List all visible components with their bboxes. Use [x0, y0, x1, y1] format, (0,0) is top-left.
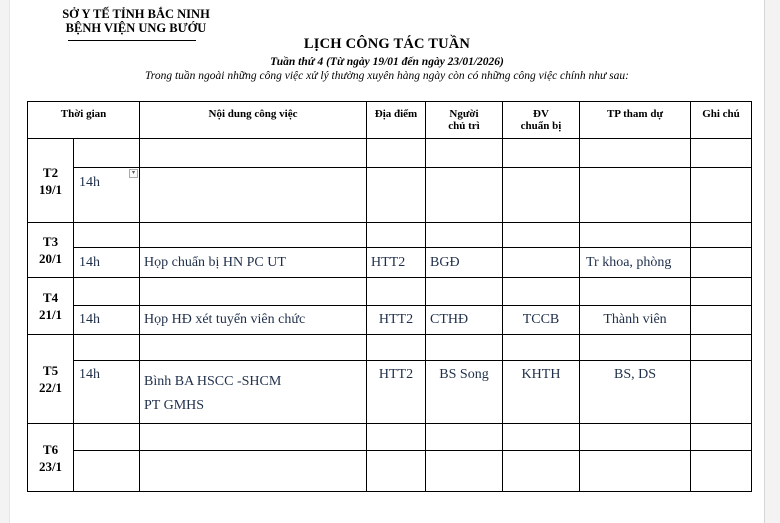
time-cell[interactable]: 14h ▾ — [74, 168, 140, 223]
table-row — [28, 139, 752, 168]
table-row — [28, 168, 752, 223]
org-hospital: BỆNH VIỆN UNG BƯỚU — [65, 21, 207, 35]
header-host: Người chủ trì — [426, 102, 503, 139]
table-row — [28, 335, 752, 361]
dropdown-arrow-icon[interactable]: ▾ — [129, 169, 138, 178]
table-row — [28, 424, 752, 451]
intro-note: Trong tuần ngoài những công việc xử lý thường xuyên hàng ngày còn có những công việc chính như sau: — [145, 70, 629, 82]
day-cell-t3: T3 20/1 — [28, 223, 74, 278]
day-cell-t2: T2 19/1 — [28, 139, 74, 223]
header-place: Địa điểm — [367, 102, 426, 139]
header-note: Ghi chú — [691, 102, 752, 139]
table-header-row — [28, 102, 752, 139]
table-row — [28, 451, 752, 492]
day-cell-t6: T6 23/1 — [28, 424, 74, 492]
table-row — [28, 278, 752, 306]
header-prep: ĐV chuẩn bị — [503, 102, 580, 139]
header-content: Nội dung công việc — [140, 102, 367, 139]
schedule-table — [27, 101, 752, 492]
table-row: 14h Họp chuẩn bị HN PC UT HTT2 BGĐ Tr khoa, phòng — [28, 248, 752, 278]
table-row: 14h Bình BA HSCC -SHCM PT GMHS HTT2 BS Song KHTH BS, DS — [28, 361, 752, 424]
header-attend: TP tham dự — [580, 102, 691, 139]
page-title: LỊCH CÔNG TÁC TUẦN — [303, 36, 471, 52]
document-page — [9, 0, 765, 523]
header-time: Thời gian — [28, 102, 140, 139]
day-cell-t5: T5 22/1 — [28, 335, 74, 424]
table-row — [28, 223, 752, 248]
org-department: SỞ Y TẾ TỈNH BẮC NINH — [62, 7, 210, 21]
week-subtitle: Tuần thứ 4 (Từ ngày 19/01 đến ngày 23/01/2026) — [270, 56, 504, 68]
organization-header — [51, 7, 221, 35]
table-row: 14h Họp HĐ xét tuyển viên chức HTT2 CTHĐ TCCB Thành viên — [28, 306, 752, 335]
day-cell-t4: T4 21/1 — [28, 278, 74, 335]
